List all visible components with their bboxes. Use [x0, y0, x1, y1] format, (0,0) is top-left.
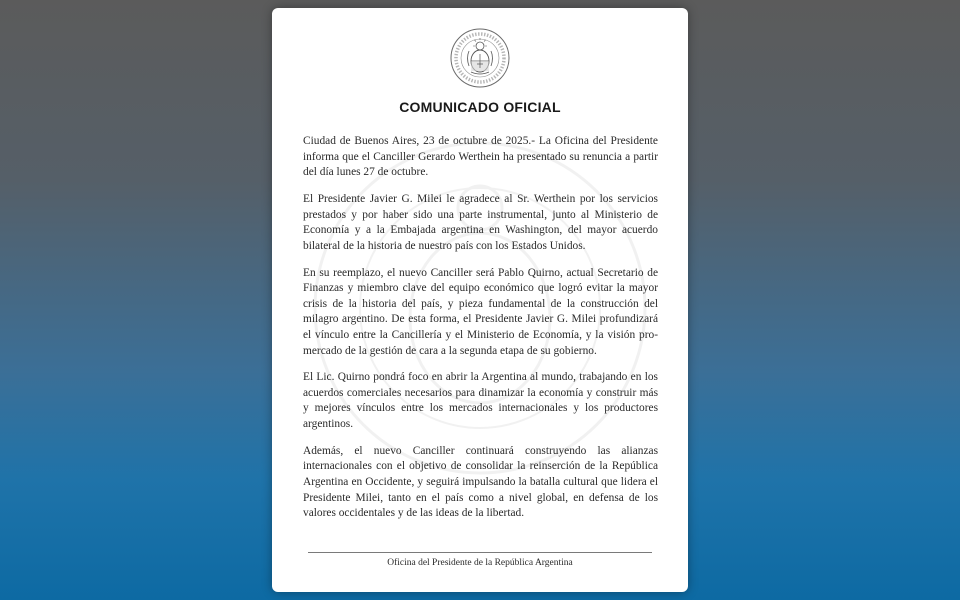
statement-paragraph: El Presidente Javier G. Milei le agradece al Sr. Werthein por los servicios prestados y por haber sido una parte instrumental, junto al Ministerio de Economía y a la Embajada argentina en Washington, del mayor acuerdo bilateral de la historia de nuestro país con los Estados Unidos. [303, 192, 658, 252]
statement-paragraph: Ciudad de Buenos Aires, 23 de octubre de 2025.- La Oficina del Presidente informa que el Canciller Gerardo Werthein ha presentado su renuncia a partir del día lunes 27 de octubre. [303, 135, 658, 179]
press-release-page [272, 8, 688, 592]
statement-body [303, 134, 658, 533]
footer-divider [308, 552, 652, 553]
presidential-seal-icon [450, 28, 510, 88]
statement-paragraph: El Lic. Quirno pondrá foco en abrir la Argentina al mundo, trabajando en los acuerdos comerciales necesarios para dinamizar la economía y construir más y mejores vínculos entre los mercados internacionales y los productores argentinos. [303, 371, 658, 431]
footer-signature: Oficina del Presidente de la República Argentina [387, 558, 573, 568]
statement-paragraph: Además, el nuevo Canciller continuará construyendo las alianzas internacionales con el objetivo de consolidar la reinserción de la República Argentina en Occidente, y seguirá impulsando la batalla cultural que lidera el Presidente Milei, tanto en el país como a nivel global, en defensa de los valores occidentales y de las ideas de la libertad. [303, 444, 658, 520]
page-title: COMUNICADO OFICIAL [399, 99, 561, 115]
statement-paragraph: En su reemplazo, el nuevo Canciller será Pablo Quirno, actual Secretario de Finanzas y miembro clave del equipo económico que logró evitar la mayor crisis de la historia del país, y pieza fundamental de la construcción del milagro argentino. De esta forma, el Presidente Javier G. Milei profundizará el vínculo entre la Cancillería y el Ministerio de Economía, y la visión pro-mercado de la gestión de cara a la segunda etapa de su gobierno. [303, 266, 658, 357]
